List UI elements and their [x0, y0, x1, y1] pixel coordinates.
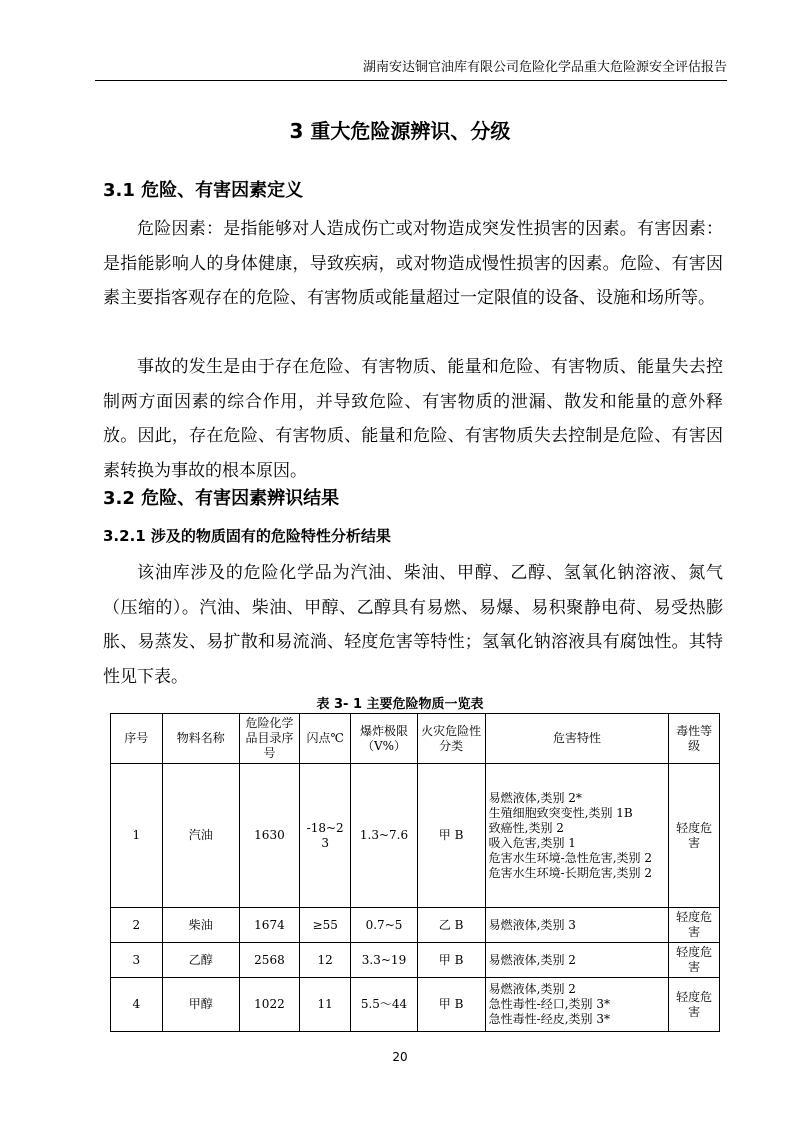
cell-tox: 轻度危害: [669, 764, 720, 908]
table-row: [111, 908, 720, 943]
cell-no: 2: [111, 908, 163, 943]
cell-hazards: [485, 908, 669, 943]
cell-flash: 12: [299, 943, 351, 978]
hazard-line: 吸入危害,类别 1: [488, 835, 576, 850]
cell-catalog: 1022: [240, 978, 300, 1032]
cell-name: 甲醇: [162, 978, 239, 1032]
cell-tox: 轻度危害: [669, 978, 720, 1032]
col-header-fire: 火灾危险性分类: [417, 714, 485, 764]
table-caption: 表 3- 1 主要危险物质一览表: [316, 697, 484, 712]
cell-catalog: 2568: [240, 943, 300, 978]
section-3-2-1-paragraph: 该油库涉及的危险化学品为汽油、柴油、甲醇、乙醇、氢氧化钠溶液、氮气（压缩的）。汽油、柴油、甲醇、乙醇具有易燃、易爆、易积聚静电荷、易受热膨胀、易蒸发、易扩散和易流淌、轻度危害等特性；氢氧化钠溶液具有腐蚀性。其特性见下表。: [103, 563, 723, 687]
cell-name: 乙醇: [162, 943, 239, 978]
cell-hazards: [485, 943, 669, 978]
cell-limit: 1.3~7.6: [351, 764, 417, 908]
section-3-2-1-title: 3.2.1 涉及的物质固有的危险特性分析结果: [103, 527, 391, 545]
cell-tox: 轻度危害: [669, 943, 720, 978]
cell-fire: 乙 B: [417, 908, 485, 943]
cell-limit: 3.3~19: [351, 943, 417, 978]
section-3-1-paragraph-2: 事故的发生是由于存在危险、有害物质、能量和危险、有害物质、能量失去控制两方面因素的综合作用，并导致危险、有害物质的泄漏、散发和能量的意外释放。因此，存在危险、有害物质、能量和危险、有害物质失去控制是危险、有害因素转换为事故的根本原因。: [103, 357, 723, 481]
hazard-line: 危害水生环境-长期危害,类别 2: [488, 865, 652, 880]
cell-name: 汽油: [162, 764, 239, 908]
cell-limit: 5.5～44: [351, 978, 417, 1032]
chapter-title: 3 重大危险源辨识、分级: [289, 119, 511, 143]
cell-tox: 轻度危害: [669, 908, 720, 943]
section-3-2-title: 3.2 危险、有害因素辨识结果: [103, 488, 340, 509]
hazard-line: 易燃液体,类别 2: [488, 952, 576, 967]
hazardous-substances-table: [110, 713, 720, 1032]
cell-hazards: [485, 978, 669, 1032]
cell-fire: 甲 B: [417, 764, 485, 908]
page-header: [95, 56, 727, 81]
hazard-line: 生殖细胞致突变性,类别 1B: [488, 805, 633, 820]
hazard-line: 急性毒性-经口,类别 3*: [488, 997, 610, 1011]
cell-fire: 甲 B: [417, 978, 485, 1032]
cell-flash: -18~23: [299, 764, 351, 908]
hazard-line: 易燃液体,类别 2: [488, 982, 576, 996]
cell-no: 4: [111, 978, 163, 1032]
hazard-line: 致癌性,类别 2: [488, 820, 564, 835]
cell-fire: 甲 B: [417, 943, 485, 978]
hazard-line: 易燃液体,类别 2*: [488, 790, 582, 805]
cell-flash: 11: [299, 978, 351, 1032]
hazard-line: 急性毒性-经皮,类别 3*: [488, 1012, 610, 1026]
cell-hazards: [485, 764, 669, 908]
col-header-name: 物料名称: [162, 714, 239, 764]
col-header-hazards: 危害特性: [485, 714, 669, 764]
hazard-line: 危害水生环境-急性危害,类别 2: [488, 850, 652, 865]
hazard-line: 易燃液体,类别 3: [488, 917, 576, 932]
header-text: 湖南安达铜官油库有限公司危险化学品重大危险源安全评估报告: [362, 60, 727, 75]
table-row: [111, 764, 720, 908]
cell-name: 柴油: [162, 908, 239, 943]
col-header-tox: 毒性等级: [669, 714, 720, 764]
section-3-1-title: 3.1 危险、有害因素定义: [103, 180, 304, 201]
cell-no: 3: [111, 943, 163, 978]
cell-limit: 0.7~5: [351, 908, 417, 943]
cell-no: 1: [111, 764, 163, 908]
col-header-limit: 爆炸极限（V%）: [351, 714, 417, 764]
table-row: [111, 943, 720, 978]
section-3-1-paragraph-1: 危险因素：是指能够对人造成伤亡或对物造成突发性损害的因素。有害因素：是指能影响人的身体健康，导致疾病，或对物造成慢性损害的因素。危险、有害因素主要指客观存在的危险、有害物质或能量超过一定限值的设备、设施和场所等。: [103, 219, 723, 308]
cell-catalog: 1630: [240, 764, 300, 908]
table-row: [111, 978, 720, 1032]
col-header-no: 序号: [111, 714, 163, 764]
table-header-row: [111, 714, 720, 764]
col-header-flash: 闪点℃: [299, 714, 351, 764]
cell-flash: ≥55: [299, 908, 351, 943]
page-number: 20: [392, 1050, 408, 1064]
cell-catalog: 1674: [240, 908, 300, 943]
col-header-catalog: 危险化学品目录序号: [240, 714, 300, 764]
